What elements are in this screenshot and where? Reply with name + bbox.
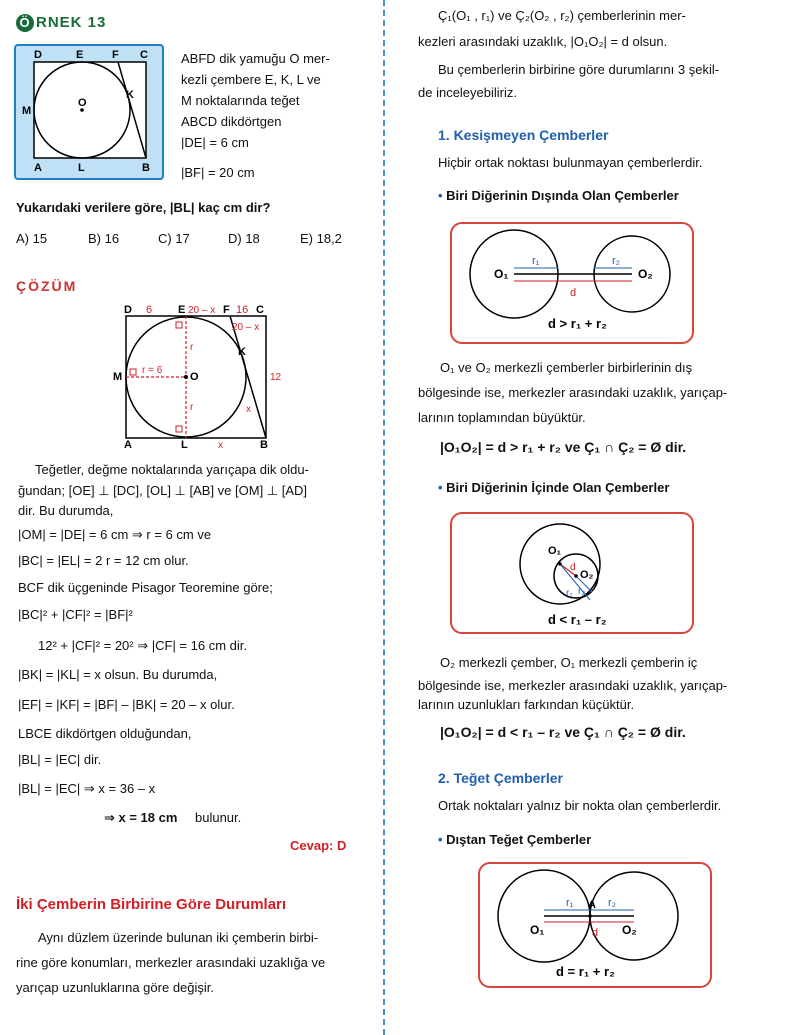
box1-label-d: d	[570, 287, 577, 299]
box1-label-o2: O₂	[638, 267, 653, 281]
bullet-inside: • Biri Diğerinin İçinde Olan Çemberler	[438, 480, 670, 495]
fig1-label-e: E	[76, 49, 84, 61]
solution-line: |BC|² + |CF|² = |BF|²	[18, 607, 133, 622]
fig2-label-k: K	[238, 346, 246, 358]
fig2-label-12: 12	[270, 372, 282, 383]
example-o-badge: Ö	[16, 14, 34, 32]
fig2-label-r-bottom: r	[190, 402, 194, 413]
fig1-label-a: A	[34, 162, 42, 174]
figure-2-solution	[110, 302, 290, 448]
solution-line: ğundan; [OE] ⊥ [DC], [OL] ⊥ [AB] ve [OM] ⊥ [AD]	[18, 483, 308, 498]
box3-label-a: A	[588, 899, 596, 911]
bullet-dot: •	[438, 832, 447, 847]
fig1-label-f: F	[112, 49, 119, 61]
intro-line: de inceleyebiliriz.	[418, 85, 517, 100]
figure-inside-circles	[452, 514, 692, 632]
solution-line: BCF dik üçgeninde Pisagor Teoremine göre;	[18, 580, 273, 595]
box3-label-r1: r₁	[566, 897, 574, 909]
box2-formula: d < r₁ – r₂	[548, 612, 607, 627]
box3-label-d: d	[592, 927, 599, 939]
problem-line: M noktalarında teğet	[181, 93, 300, 108]
fig2-label-20x-top: 20 – x	[188, 305, 216, 316]
solution-line: |BL| = |EC| dir.	[18, 752, 102, 767]
paragraph-outside: larının toplamından büyüktür.	[418, 410, 586, 425]
problem-line: |BF| = 20 cm	[181, 165, 255, 180]
section-line: rine göre konumları, merkezler arasındaki uzaklığa ve	[16, 955, 326, 970]
box3-label-o2: O₂	[622, 923, 637, 937]
solution-line: 12² + |CF|² = 20² ⇒ |CF| = 16 cm dir.	[38, 638, 247, 653]
fig2-label-r6: r = 6	[142, 365, 163, 376]
fig2-label-r-top: r	[190, 342, 194, 353]
fig1-label-b: B	[142, 162, 150, 174]
paragraph-outside: O₁ ve O₂ merkezli çemberler birbirlerinin dış	[440, 360, 693, 375]
solution-line: |BC| = |EL| = 2 r = 12 cm olur.	[18, 553, 189, 568]
paragraph-outside: bölgesinde ise, merkezler arasındaki uzaklık, yarıçap-	[418, 385, 728, 400]
solution-line: |BL| = |EC| ⇒ x = 36 – x	[18, 781, 156, 796]
box2-label-o1: O₁	[548, 545, 562, 557]
question: Yukarıdaki verilere göre, |BL| kaç cm dir?	[16, 200, 271, 215]
intro-line: Ç₁(O₁ , r₁) ve Ç₂(O₂ , r₂) çemberlerinin mer-	[438, 8, 686, 23]
figure-box-inside	[450, 512, 694, 634]
paragraph-inside: larının uzunlukları farkından küçüktür.	[418, 697, 635, 712]
solution-result: ⇒ x = 18 cm	[104, 810, 178, 825]
fig2-label-x-side: x	[246, 404, 251, 415]
fig1-label-l: L	[78, 162, 85, 174]
figure-box-outside	[450, 222, 694, 344]
fig2-label-c: C	[256, 304, 264, 316]
problem-line: |DE| = 6 cm	[181, 135, 249, 150]
column-divider	[383, 0, 385, 1035]
option-a: A) 15	[16, 231, 48, 246]
answer: Cevap: D	[290, 838, 347, 853]
fig2-label-e: E	[178, 304, 186, 316]
box2-label-r1: r₁	[566, 588, 573, 599]
fig2-label-20x-side: 20 – x	[232, 322, 260, 333]
fig2-label-6: 6	[146, 304, 153, 316]
box3-formula: d = r₁ + r₂	[556, 964, 615, 979]
fig1-label-d: D	[34, 49, 42, 61]
bullet-outside: • Biri Diğerinin Dışında Olan Çemberler	[438, 188, 679, 203]
section-line: yarıçap uzunluklarına göre değişir.	[16, 980, 215, 995]
problem-text	[181, 48, 330, 186]
box1-label-r2: r₂	[612, 255, 620, 267]
option-e: E) 18,2	[300, 231, 342, 246]
section-title: İki Çemberin Birbirine Göre Durumları	[16, 896, 287, 913]
solution-title: ÇÖZÜM	[16, 278, 78, 294]
box2-label-d: d	[570, 562, 576, 573]
fig2-label-16: 16	[236, 304, 249, 316]
heading-tangent-desc: Ortak noktaları yalnız bir nokta olan çemberlerdir.	[438, 798, 722, 813]
solution-line: bulunur.	[195, 810, 242, 825]
solution-line: |BK| = |KL| = x olsun. Bu durumda,	[18, 667, 218, 682]
paragraph-inside: bölgesinde ise, merkezler arasındaki uzaklık, yarıçap-	[418, 678, 728, 693]
fig1-label-c: C	[140, 49, 148, 61]
fig1-label-k: K	[126, 89, 134, 101]
box3-label-r2: r₂	[608, 897, 616, 909]
problem-line: ABFD dik yamuğu O mer-	[181, 51, 330, 66]
figure-tangent-circles	[480, 864, 710, 986]
option-b: B) 16	[88, 231, 120, 246]
fig1-label-o: O	[78, 97, 87, 109]
solution-line: LBCE dikdörtgen olduğundan,	[18, 726, 192, 741]
fig2-label-b: B	[260, 439, 268, 448]
fig2-label-l: L	[181, 439, 188, 448]
section-line: Aynı düzlem üzerinde bulunan iki çemberin birbi-	[38, 930, 319, 945]
example-title: Ö RNEK 13	[16, 14, 106, 32]
heading-nonintersecting: 1. Kesişmeyen Çemberler	[438, 127, 609, 143]
box3-label-o1: O₁	[530, 923, 545, 937]
fig2-label-x-bottom: x	[218, 440, 223, 448]
intro-line: Bu çemberlerin birbirine göre durumlarını 3 şekil-	[438, 62, 720, 77]
heading-nonintersecting-desc: Hiçbir ortak noktası bulunmayan çemberlerdir.	[438, 155, 703, 170]
box2-label-o2: O₂	[580, 569, 594, 581]
option-c: C) 17	[158, 231, 190, 246]
option-d: D) 18	[228, 231, 260, 246]
figure-outside-circles	[452, 224, 692, 342]
box1-label-r1: r₁	[532, 255, 540, 267]
solution-line: |EF| = |KF| = |BF| – |BK| = 20 – x olur.	[18, 697, 235, 712]
fig2-label-o: O	[190, 371, 199, 383]
equation-outside: |O₁O₂| = d > r₁ + r₂ ve Ç₁ ∩ Ç₂ = Ø dir.	[440, 439, 687, 455]
problem-line: kezli çembere E, K, L ve	[181, 72, 321, 87]
paragraph-inside: O₂ merkezli çember, O₁ merkezli çemberin iç	[440, 655, 698, 670]
box1-label-o1: O₁	[494, 267, 509, 281]
equation-inside: |O₁O₂| = d < r₁ – r₂ ve Ç₁ ∩ Ç₂ = Ø dir.	[440, 724, 686, 740]
bullet-dot: •	[438, 188, 447, 203]
solution-line: |OM| = |DE| = 6 cm ⇒ r = 6 cm ve	[18, 527, 212, 542]
solution-line: Teğetler, değme noktalarında yarıçapa dik oldu-	[35, 462, 309, 477]
box2-label-r2: r₂	[578, 586, 586, 597]
solution-line: dir. Bu durumda,	[18, 503, 114, 518]
fig2-label-a: A	[124, 439, 132, 448]
bullet-external-tangent: • Dıştan Teğet Çemberler	[438, 832, 592, 847]
heading-tangent: 2. Teğet Çemberler	[438, 770, 564, 786]
fig1-label-m: M	[22, 105, 32, 117]
bullet-dot: •	[438, 480, 447, 495]
box1-formula: d > r₁ + r₂	[548, 316, 607, 331]
fig2-label-m: M	[113, 371, 123, 383]
figure-1-rectangle-circle	[14, 44, 164, 180]
figure-box-tangent	[478, 862, 712, 988]
fig2-label-f: F	[223, 304, 230, 316]
intro-line: kezleri arasındaki uzaklık, |O₁O₂| = d olsun.	[418, 34, 668, 49]
fig2-label-d: D	[124, 304, 132, 316]
problem-line: ABCD dikdörtgen	[181, 114, 282, 129]
